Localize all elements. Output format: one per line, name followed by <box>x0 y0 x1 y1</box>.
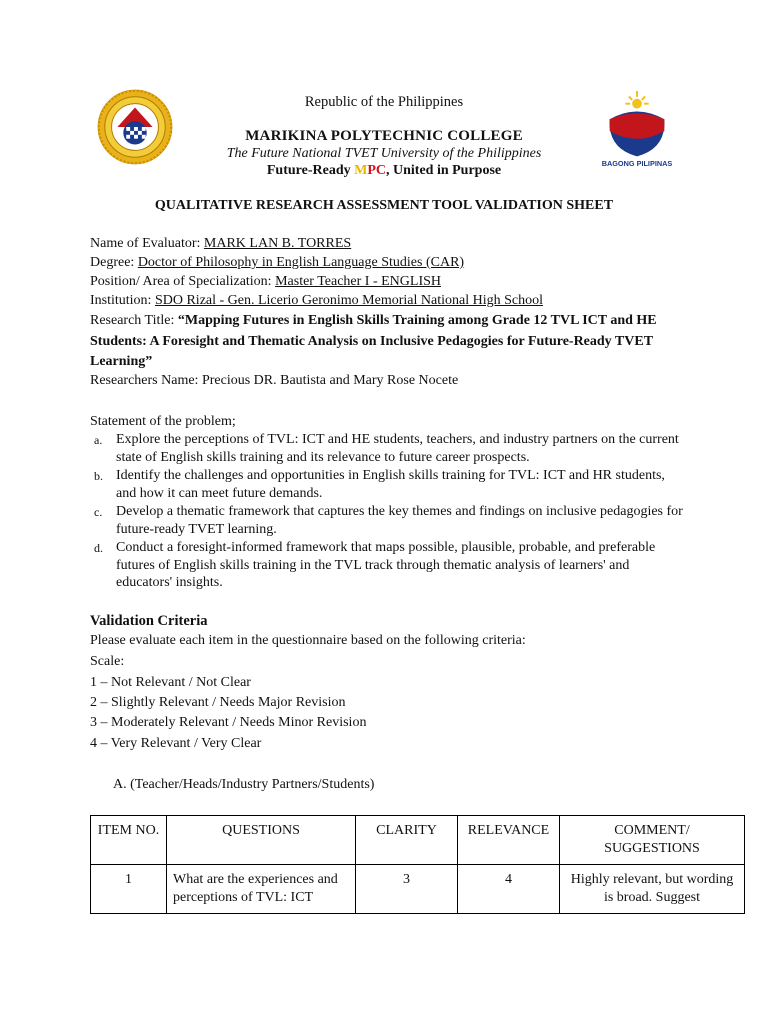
statement-item-text: Conduct a foresight-informed framework that maps possible, plausible, probable, and preferable futures of English skills training in the TVL track through thematic analysis of learners' and educators' insights. <box>116 540 656 590</box>
col-header-item-no: ITEM NO. <box>91 816 167 865</box>
section-a-heading: A. (Teacher/Heads/Industry Partners/Students) <box>113 777 375 792</box>
research-title-value: “Mapping Futures in English Skills Training among Grade 12 TVL ICT and HE Students: A Foresight and Thematic Analysis on Inclusive Pedagogies for Future-Ready TVET Learning” <box>90 313 657 369</box>
cell-item-no: 1 <box>91 865 167 914</box>
republic-heading: Republic of the Philippines <box>304 94 464 110</box>
statement-item-letter: c. <box>94 505 103 519</box>
institution-line <box>90 292 690 311</box>
college-motto <box>0 163 768 179</box>
statement-item-text: Explore the perceptions of TVL: ICT and HE students, teachers, and industry partners on the current state of English skills training and its relevance to future career prospects. <box>116 432 679 465</box>
validation-table <box>90 815 745 914</box>
college-name: MARIKINA POLYTECHNIC COLLEGE <box>245 128 523 144</box>
scale-item: 1 – Not Relevant / Not Clear <box>90 675 251 690</box>
degree-value: Doctor of Philosophy in English Language Studies (CAR) <box>137 255 465 270</box>
bagong-pilipinas-text: BAGONG PILIPINAS <box>601 159 673 169</box>
motto-pre: Future-Ready <box>266 163 355 178</box>
cell-comment: Highly relevant, but wording is broad. Suggest <box>560 865 745 914</box>
scale-item: 4 – Very Relevant / Very Clear <box>90 736 262 751</box>
motto-post: , United in Purpose <box>386 163 502 178</box>
position-value: Master Teacher I - ENGLISH <box>275 274 441 289</box>
evaluator-name-label: Name of Evaluator: <box>90 236 204 251</box>
evaluator-name-line <box>90 235 690 254</box>
validation-instruction: Please evaluate each item in the questionnaire based on the following criteria: <box>90 633 526 648</box>
cell-clarity: 3 <box>356 865 458 914</box>
institution-label: Institution: <box>90 293 155 308</box>
col-header-comment: COMMENT/ SUGGESTIONS <box>560 816 745 865</box>
cell-relevance: 4 <box>458 865 560 914</box>
position-line <box>90 273 690 292</box>
table-row <box>91 865 745 914</box>
statement-item-text: Identify the challenges and opportunities in English skills training for TVL: ICT and HR students, and how it can meet future demands. <box>116 468 665 501</box>
statement-item-letter: a. <box>94 433 103 447</box>
scale-item: 3 – Moderately Relevant / Needs Minor Revision <box>90 715 367 730</box>
research-title-label: Research Title: <box>90 313 178 328</box>
college-tagline: The Future National TVET University of the Philippines <box>226 146 542 161</box>
table-header-row <box>91 816 745 865</box>
research-title <box>90 311 680 373</box>
institution-value: SDO Rizal - Gen. Licerio Geronimo Memorial National High School <box>154 293 543 308</box>
position-label: Position/ Area of Specialization: <box>90 274 276 289</box>
motto-pc: PC <box>367 163 386 178</box>
statement-heading: Statement of the problem; <box>90 414 236 429</box>
validation-heading: Validation Criteria <box>90 613 208 629</box>
statement-item-letter: d. <box>94 541 103 555</box>
scale-item: 2 – Slightly Relevant / Needs Major Revision <box>90 695 346 710</box>
evaluator-name-value: MARK LAN B. TORRES <box>203 236 352 251</box>
document-title: QUALITATIVE RESEARCH ASSESSMENT TOOL VALIDATION SHEET <box>154 198 614 213</box>
col-header-relevance: RELEVANCE <box>458 816 560 865</box>
motto-m: M <box>354 163 368 178</box>
degree-label: Degree: <box>90 255 138 270</box>
researchers-line: Researchers Name: Precious DR. Bautista and Mary Rose Nocete <box>90 373 459 388</box>
col-header-clarity: CLARITY <box>356 816 458 865</box>
statement-item-letter: b. <box>94 469 103 483</box>
degree-line <box>90 254 690 273</box>
scale-label: Scale: <box>90 654 125 669</box>
col-header-questions: QUESTIONS <box>167 816 356 865</box>
cell-question: What are the experiences and perceptions of TVL: ICT <box>167 865 356 914</box>
statement-item-text: Develop a thematic framework that captures the key themes and findings on inclusive pedagogies for future-ready TVET learning. <box>116 504 683 537</box>
